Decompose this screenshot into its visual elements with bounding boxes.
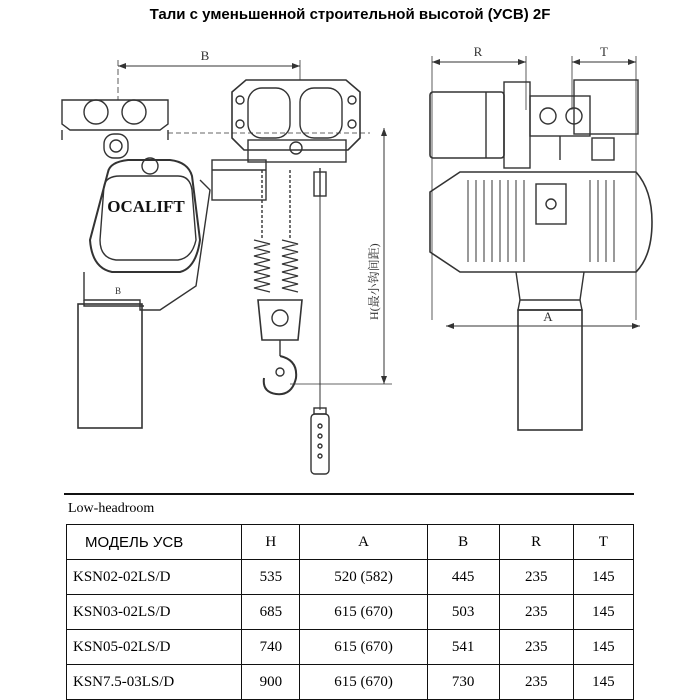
cell-a: 520 (582): [300, 560, 427, 595]
table-header-row: [67, 525, 634, 560]
hoist-front-view: [430, 44, 652, 430]
section-divider: [64, 493, 634, 495]
cell-a: 615 (670): [300, 595, 427, 630]
cell-r: 235: [499, 630, 573, 665]
header-h: H: [242, 525, 300, 560]
header-b: B: [427, 525, 499, 560]
dim-a-label: A: [543, 309, 553, 324]
dim-t-label: T: [600, 44, 608, 59]
specs-table: [66, 524, 634, 700]
cell-h: 900: [242, 665, 300, 700]
cell-model: KSN03-02LS/D: [67, 595, 242, 630]
cell-b: 541: [427, 630, 499, 665]
header-a: A: [300, 525, 427, 560]
cell-h: 685: [242, 595, 300, 630]
cell-a: 615 (670): [300, 665, 427, 700]
header-model: МОДЕЛЬ УСВ: [67, 525, 242, 560]
technical-drawing: [0, 30, 700, 490]
cell-t: 145: [573, 595, 633, 630]
dim-h-label: H(最小钩间距): [367, 243, 381, 320]
dim-b-label: B: [200, 48, 210, 63]
dim-r-label: R: [473, 44, 483, 59]
cell-b: 445: [427, 560, 499, 595]
page-title: Тали с уменьшенной строительной высотой (УСВ) 2F: [149, 6, 551, 23]
table-caption: Low-headroom: [68, 501, 155, 516]
table-row: [67, 630, 634, 665]
hoist-side-view: [62, 48, 392, 474]
cell-b: 503: [427, 595, 499, 630]
cell-r: 235: [499, 665, 573, 700]
table-row: [67, 595, 634, 630]
cell-h: 740: [242, 630, 300, 665]
cell-r: 235: [499, 595, 573, 630]
cell-h: 535: [242, 560, 300, 595]
cell-model: KSN05-02LS/D: [67, 630, 242, 665]
cell-t: 145: [573, 560, 633, 595]
cell-t: 145: [573, 665, 633, 700]
cell-b: 730: [427, 665, 499, 700]
cell-t: 145: [573, 630, 633, 665]
cell-r: 235: [499, 560, 573, 595]
cell-a: 615 (670): [300, 630, 427, 665]
brand-logo: OCALIFT: [107, 197, 185, 216]
cell-model: KSN02-02LS/D: [67, 560, 242, 595]
header-r: R: [499, 525, 573, 560]
cell-model: KSN7.5-03LS/D: [67, 665, 242, 700]
header-t: T: [573, 525, 633, 560]
table-row: [67, 665, 634, 700]
svg-text:B: B: [115, 286, 122, 296]
table-row: [67, 560, 634, 595]
